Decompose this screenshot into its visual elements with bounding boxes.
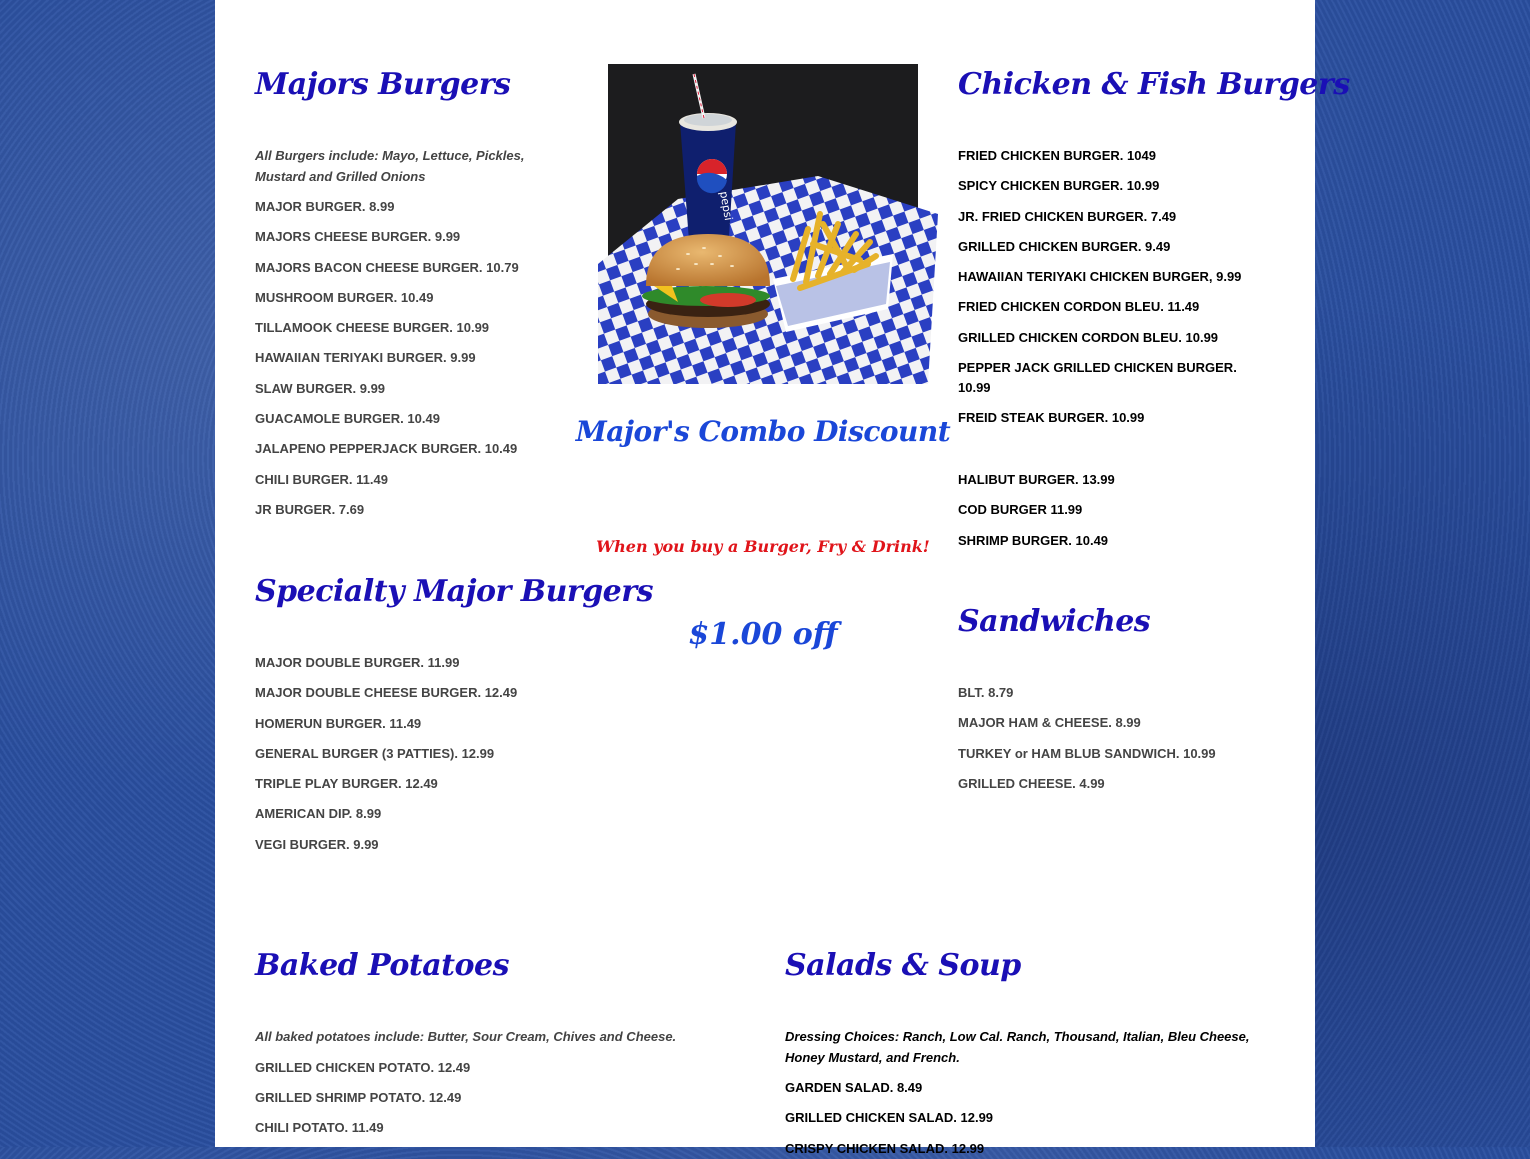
menu-item: BLT. 8.79 <box>958 685 1014 700</box>
menu-item: SPICY CHICKEN BURGER. 10.99 <box>958 178 1160 194</box>
salads-dressing-note: Dressing Choices: Ranch, Low Cal. Ranch, Thousand, Italian, Bleu Cheese, Honey Mustard, and French. <box>785 1029 1250 1065</box>
majors-burgers-section <box>255 146 555 530</box>
burger-combo-photo <box>608 64 918 374</box>
menu-item: GRILLED CHICKEN CORDON BLEU. 10.99 <box>958 329 1219 345</box>
menu-item: CHILI BURGER. 11.49 <box>255 471 388 487</box>
menu-item: HALIBUT BURGER. 13.99 <box>958 472 1115 487</box>
menu-item: GUACAMOLE BURGER. 10.49 <box>255 411 440 427</box>
menu-item: HOMERUN BURGER. 11.49 <box>255 715 422 731</box>
majors-burgers-list <box>255 197 555 520</box>
burger-combo-illustration <box>608 64 918 374</box>
majors-burgers-note: All Burgers include: Mayo, Lettuce, Pickles, Mustard and Grilled Onions <box>255 148 525 184</box>
menu-item: MAJOR BURGER. 8.99 <box>255 199 395 214</box>
menu-item: GRILLED CHICKEN BURGER. 9.49 <box>958 238 1171 254</box>
fish-burgers-list <box>958 470 1258 561</box>
menu-item: FRIED CHICKEN CORDON BLEU. 11.49 <box>958 299 1200 315</box>
menu-item: PEPPER JACK GRILLED CHICKEN BURGER. 10.99 <box>958 360 1237 396</box>
menu-item: TURKEY or HAM BLUB SANDWICH. 10.99 <box>958 745 1216 761</box>
specialty-burgers-heading: Specialty Major Burgers <box>255 574 653 609</box>
menu-item: MAJOR DOUBLE BURGER. 11.99 <box>255 655 460 670</box>
menu-item: MAJOR HAM & CHEESE. 8.99 <box>958 715 1141 731</box>
menu-item: TILLAMOOK CHEESE BURGER. 10.99 <box>255 320 490 336</box>
menu-item: GARDEN SALAD. 8.49 <box>785 1080 923 1095</box>
menu-item: MAJORS BACON CHEESE BURGER. 10.79 <box>255 259 519 275</box>
menu-item: SHRIMP BURGER. 10.49 <box>958 532 1109 548</box>
majors-burgers-heading: Majors Burgers <box>255 67 511 102</box>
menu-item: HAWAIIAN TERIYAKI CHICKEN BURGER, 9.99 <box>958 269 1242 285</box>
baked-potatoes-note: All baked potatoes include: Butter, Sour Cream, Chives and Cheese. <box>255 1029 677 1044</box>
baked-potatoes-heading: Baked Potatoes <box>255 948 509 983</box>
chicken-burgers-list <box>958 146 1258 439</box>
menu-item: SLAW BURGER. 9.99 <box>255 380 386 396</box>
menu-item: HAWAIIAN TERIYAKI BURGER. 9.99 <box>255 350 476 366</box>
menu-item: CRISPY CHICKEN SALAD. 12.99 <box>785 1140 985 1156</box>
sandwiches-heading: Sandwiches <box>958 604 1151 639</box>
chicken-fish-heading: Chicken & Fish Burgers <box>958 67 1350 102</box>
cup-label: pepsi <box>717 190 735 222</box>
combo-discount-title: Major's Combo Discount <box>575 415 951 448</box>
menu-item: MAJOR DOUBLE CHEESE BURGER. 12.49 <box>255 685 518 701</box>
menu-item: FRIED CHICKEN BURGER. 1049 <box>958 148 1156 163</box>
sandwiches-list <box>958 683 1278 804</box>
menu-item: AMERICAN DIP. 8.99 <box>255 806 382 822</box>
menu-item: CHILI POTATO. 11.49 <box>255 1120 384 1136</box>
menu-item: FREID STEAK BURGER. 10.99 <box>958 410 1145 426</box>
menu-item: GRILLED SHRIMP POTATO. 12.49 <box>255 1089 462 1105</box>
menu-item: JALAPENO PEPPERJACK BURGER. 10.49 <box>255 441 518 457</box>
salads-soup-section <box>785 1027 1275 1156</box>
menu-item: MUSHROOM BURGER. 10.49 <box>255 289 434 305</box>
menu-item: GRILLED CHICKEN SALAD. 12.99 <box>785 1110 994 1126</box>
combo-discount-price: $1.00 off <box>688 617 838 652</box>
salads-soup-heading: Salads & Soup <box>785 948 1021 983</box>
menu-item: MAJORS CHEESE BURGER. 9.99 <box>255 229 461 245</box>
menu-item: GRILLED CHICKEN POTATO. 12.49 <box>255 1059 471 1075</box>
menu-item: VEGI BURGER. 9.99 <box>255 836 379 852</box>
menu-item: GENERAL BURGER (3 PATTIES). 12.99 <box>255 745 495 761</box>
combo-discount-condition: When you buy a Burger, Fry & Drink! <box>596 537 930 556</box>
baked-potatoes-section <box>255 1027 735 1148</box>
menu-item: COD BURGER 11.99 <box>958 502 1083 518</box>
menu-item: TRIPLE PLAY BURGER. 12.49 <box>255 776 438 792</box>
menu-item: JR. FRIED CHICKEN BURGER. 7.49 <box>958 208 1177 224</box>
menu-page <box>215 0 1350 1156</box>
specialty-burgers-list <box>255 653 575 865</box>
menu-item: JR BURGER. 7.69 <box>255 501 365 517</box>
menu-item: GRILLED CHEESE. 4.99 <box>958 775 1105 791</box>
